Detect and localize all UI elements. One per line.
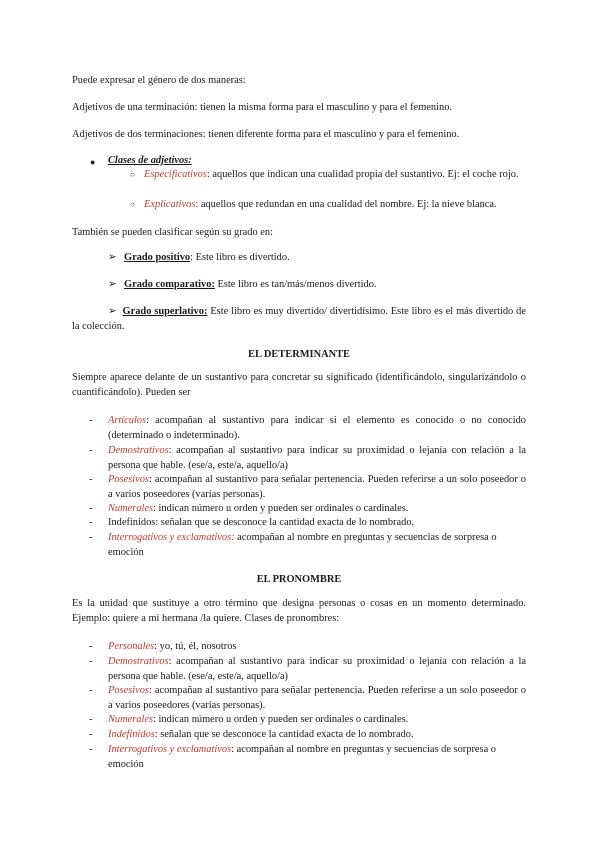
circle-bullet-icon: ○: [130, 200, 135, 209]
clases-item-1: Especificativos: aquellos que indican una cualidad propia del sustantivo. Ej: el coche rojo.: [144, 169, 519, 180]
dash-bullet-icon: -: [89, 415, 93, 426]
dash-bullet-icon: -: [89, 517, 93, 528]
dash-bullet-icon: -: [89, 685, 93, 696]
dash-bullet-icon: -: [89, 641, 93, 652]
determinante-item-numerales: Numerales: indican número u orden y pueden ser ordinales o cardinales.: [108, 503, 409, 514]
arrow-bullet-icon: ➢: [108, 279, 117, 290]
heading-pronombre: EL PRONOMBRE: [256, 574, 342, 585]
grado-item-positivo: Grado positivo: Este libro es divertido.: [124, 252, 290, 263]
pronombre-item-interrogativos: Interrogativos y exclamativos: acompañan al nombre en preguntas y secuencias de sorpresa o emoción: [108, 744, 496, 770]
clases-item-2: Explicativos: aquellos que redundan en una cualidad del nombre. Ej: la nieve blanca.: [144, 199, 497, 210]
pronombre-intro: Es la unidad que sustituye a otro término que designa personas o cosas en un momento determinado. Ejemplo: quiere a mi hermana /la quiere. Clases de pronombres:: [72, 598, 526, 624]
pronombre-item-personales: Personales: yo, tú, él, nosotros: [108, 641, 237, 652]
arrow-bullet-icon: ➢: [108, 252, 117, 263]
dash-bullet-icon: -: [89, 744, 93, 755]
determinante-intro: Siempre aparece delante de un sustantivo para concretar su significado (identificándolo, singularizándolo o cuantificándolo). Pueden ser: [72, 372, 526, 398]
grado-item-superlativo: ➢ Grado superlativo: Este libro es muy divertido/ divertidísimo. Este libro es el más divertido de la colección.: [72, 306, 526, 332]
dash-bullet-icon: -: [89, 474, 93, 485]
circle-bullet-icon: ○: [130, 170, 135, 179]
determinante-item-posesivos: Posesivos: acompañan al sustantivo para señalar pertenencia. Pueden referirse a un solo poseedor o a varios poseedores (varias personas).: [108, 474, 526, 500]
determinante-item-indefinidos: Indefinidos: señalan que se desconoce la cantidad exacta de lo nombrado.: [108, 517, 415, 528]
dash-bullet-icon: -: [89, 503, 93, 514]
pronombre-item-demostrativos: Demostrativos: acompañan al sustantivo para indicar su proximidad o lejanía con relación a la persona que hable. (ese/a, este/a, aquello/a): [108, 656, 526, 682]
intro-paragraph-2: Adjetivos de una terminación: tienen la misma forma para el masculino y para el femenino.: [72, 102, 452, 113]
clases-label: Clases de adjetivos:: [108, 155, 192, 166]
intro-paragraph-1: Puede expresar el género de dos maneras:: [72, 75, 246, 86]
pronombre-item-numerales: Numerales: indican número u orden y pueden ser ordinales o cardinales.: [108, 714, 409, 725]
intro-paragraph-3: Adjetivos de dos terminaciones: tienen diferente forma para el masculino y para el femenino.: [72, 129, 460, 140]
bullet-icon: ●: [90, 157, 96, 167]
dash-bullet-icon: -: [89, 714, 93, 725]
determinante-item-interrogativos: Interrogativos y exclamativos: acompañan al nombre en preguntas y secuencias de sorpresa o emoción: [108, 532, 497, 558]
grado-intro: También se pueden clasificar según su grado en:: [72, 227, 273, 238]
dash-bullet-icon: -: [89, 729, 93, 740]
grado-item-comparativo: Grado comparativo: Este libro es tan/más/menos divertido.: [124, 279, 377, 290]
determinante-item-demostrativos: Demostrativos: acompañan al sustantivo para indicar su proximidad o lejanía con relación a la persona que hable. (ese/a, este/a, aquello/a): [108, 445, 526, 471]
dash-bullet-icon: -: [89, 532, 93, 543]
dash-bullet-icon: -: [89, 656, 93, 667]
heading-determinante: EL DETERMINANTE: [248, 349, 350, 360]
determinante-item-articulos: Artículos: acompañan al sustantivo para indicar si el elemento es conocido o no conocido (determinado o indeterminado).: [108, 415, 526, 441]
pronombre-item-posesivos: Posesivos: acompañan al sustantivo para señalar pertenencia. Pueden referirse a un solo poseedor o a varios poseedores (varias personas).: [108, 685, 526, 711]
dash-bullet-icon: -: [89, 445, 93, 456]
pronombre-item-indefinidos: Indefinidos: señalan que se desconoce la cantidad exacta de lo nombrado.: [108, 729, 414, 740]
arrow-bullet-icon: ➢: [108, 306, 117, 317]
